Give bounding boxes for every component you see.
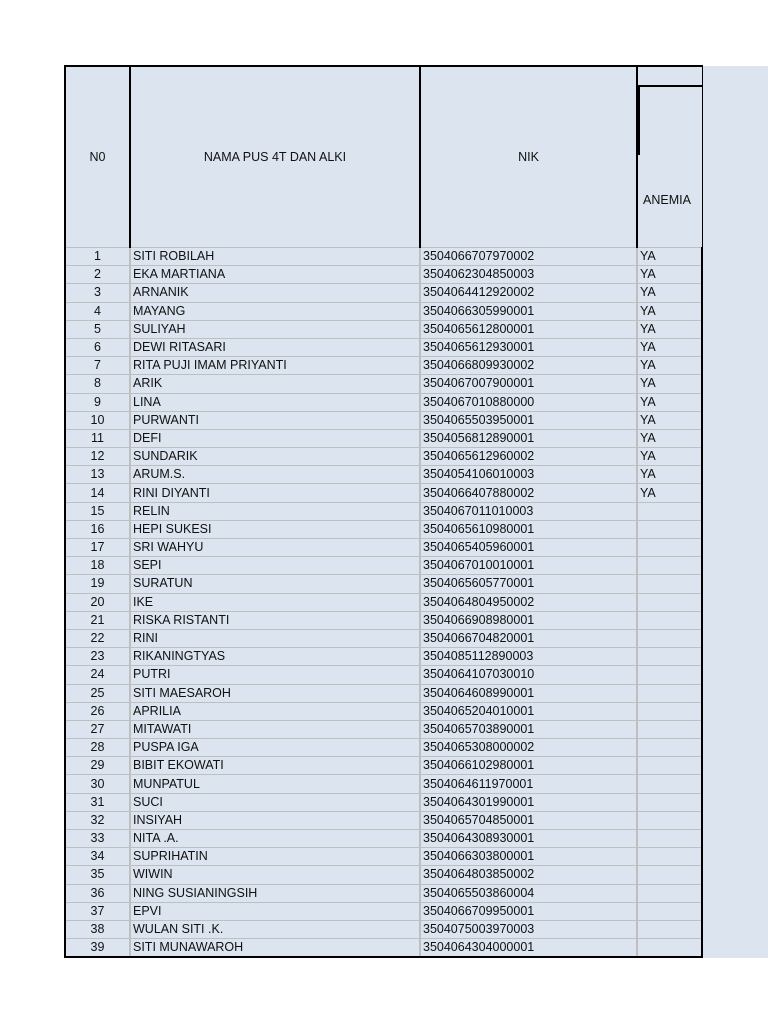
cell-no[interactable]: 15	[65, 502, 130, 520]
cell-anemia[interactable]	[637, 575, 702, 593]
cell-nama[interactable]: SRI WAHYU	[130, 539, 420, 557]
table-row	[65, 448, 702, 466]
table-row	[65, 720, 702, 738]
cell-anemia[interactable]: YA	[637, 393, 702, 411]
table-row	[65, 920, 702, 938]
cell-anemia[interactable]	[637, 520, 702, 538]
cell-no[interactable]: 14	[65, 484, 130, 502]
cell-nik[interactable]: 3504066709950001	[420, 902, 637, 920]
cell-nik[interactable]: 3504066303800001	[420, 848, 637, 866]
table-row	[65, 502, 702, 520]
cell-nama[interactable]: MUNPATUL	[130, 775, 420, 793]
cell-nama[interactable]: RIKANINGTYAS	[130, 648, 420, 666]
cell-no[interactable]: 32	[65, 811, 130, 829]
cell-nik[interactable]: 3504064301990001	[420, 793, 637, 811]
table-row	[65, 338, 702, 356]
table-row	[65, 266, 702, 284]
table-row	[65, 702, 702, 720]
cell-nik[interactable]: 3504062304850003	[420, 266, 637, 284]
cell-nama[interactable]: ARIK	[130, 375, 420, 393]
cell-nik[interactable]: 3504066908980001	[420, 611, 637, 629]
cell-nama[interactable]: RINI	[130, 629, 420, 647]
table-row	[65, 666, 702, 684]
cell-anemia[interactable]: YA	[637, 338, 702, 356]
cell-anemia[interactable]: YA	[637, 302, 702, 320]
cell-nik[interactable]: 3504064611970001	[420, 775, 637, 793]
cell-nik[interactable]: 3504075003970003	[420, 920, 637, 938]
cell-nik[interactable]: 3504065704850001	[420, 811, 637, 829]
cell-anemia[interactable]	[637, 866, 702, 884]
table-row	[65, 539, 702, 557]
cell-no[interactable]: 31	[65, 793, 130, 811]
cell-nik[interactable]: 3504064308930001	[420, 830, 637, 848]
table-row	[65, 484, 702, 502]
header-anemia: ANEMIA	[643, 193, 691, 207]
cell-nama[interactable]: PUTRI	[130, 666, 420, 684]
table-row	[65, 393, 702, 411]
cell-nama[interactable]: PURWANTI	[130, 411, 420, 429]
cell-no[interactable]: 27	[65, 720, 130, 738]
header-row	[65, 66, 702, 248]
cell-nik[interactable]: 3504065503860004	[420, 884, 637, 902]
table-row	[65, 593, 702, 611]
cell-nik[interactable]: 3504085112890003	[420, 648, 637, 666]
cell-no[interactable]: 39	[65, 939, 130, 958]
cell-nik[interactable]: 3504065605770001	[420, 575, 637, 593]
cell-no[interactable]: 24	[65, 666, 130, 684]
table-row	[65, 375, 702, 393]
table-row	[65, 357, 702, 375]
cell-nik[interactable]: 3504066305990001	[420, 302, 637, 320]
cell-no[interactable]: 3	[65, 284, 130, 302]
cell-nik[interactable]: 3504066809930002	[420, 357, 637, 375]
cell-anemia[interactable]	[637, 939, 702, 958]
cell-nik[interactable]: 3504054106010003	[420, 466, 637, 484]
cell-nama[interactable]: SUNDARIK	[130, 448, 420, 466]
cell-anemia[interactable]	[637, 775, 702, 793]
cell-nik[interactable]: 3504065405960001	[420, 539, 637, 557]
cell-anemia[interactable]	[637, 702, 702, 720]
cell-no[interactable]: 18	[65, 557, 130, 575]
cell-no[interactable]: 23	[65, 648, 130, 666]
cell-anemia[interactable]: YA	[637, 266, 702, 284]
cell-nama[interactable]: SUCI	[130, 793, 420, 811]
cell-anemia[interactable]	[637, 793, 702, 811]
cell-no[interactable]: 4	[65, 302, 130, 320]
cell-no[interactable]: 7	[65, 357, 130, 375]
cell-anemia[interactable]	[637, 757, 702, 775]
cell-no[interactable]: 19	[65, 575, 130, 593]
cell-no[interactable]: 13	[65, 466, 130, 484]
cell-nik[interactable]: 3504064803850002	[420, 866, 637, 884]
cell-nama[interactable]: SITI MUNAWAROH	[130, 939, 420, 958]
header-nama: NAMA PUS 4T DAN ALKI	[130, 66, 420, 248]
pus-data-table	[64, 65, 703, 958]
cell-nama[interactable]: SULIYAH	[130, 320, 420, 338]
cell-nik[interactable]: 3504067010880000	[420, 393, 637, 411]
table-row	[65, 684, 702, 702]
table-row	[65, 575, 702, 593]
cell-nik[interactable]: 3504064107030010	[420, 666, 637, 684]
cell-no[interactable]: 8	[65, 375, 130, 393]
cell-nama[interactable]: RELIN	[130, 502, 420, 520]
table-row	[65, 411, 702, 429]
table-row	[65, 884, 702, 902]
cell-nama[interactable]: HEPI SUKESI	[130, 520, 420, 538]
cell-nama[interactable]: RINI DIYANTI	[130, 484, 420, 502]
table-row	[65, 611, 702, 629]
cell-nama[interactable]: SURATUN	[130, 575, 420, 593]
cell-anemia[interactable]	[637, 902, 702, 920]
cell-no[interactable]: 17	[65, 539, 130, 557]
cell-nama[interactable]: ARUM.S.	[130, 466, 420, 484]
cell-no[interactable]: 20	[65, 593, 130, 611]
cell-nik[interactable]: 3504067007900001	[420, 375, 637, 393]
table-row	[65, 793, 702, 811]
cell-no[interactable]: 11	[65, 429, 130, 447]
cell-anemia[interactable]	[637, 848, 702, 866]
table-row	[65, 629, 702, 647]
cell-anemia[interactable]: YA	[637, 284, 702, 302]
cell-anemia[interactable]	[637, 557, 702, 575]
cell-nama[interactable]: WULAN SITI .K.	[130, 920, 420, 938]
table-row	[65, 284, 702, 302]
cell-anemia[interactable]	[637, 739, 702, 757]
table-row	[65, 811, 702, 829]
cell-nama[interactable]: DEWI RITASARI	[130, 338, 420, 356]
cell-nama[interactable]: SEPI	[130, 557, 420, 575]
cell-nik[interactable]: 3504065610980001	[420, 520, 637, 538]
table-row	[65, 648, 702, 666]
cell-nama[interactable]: NITA .A.	[130, 830, 420, 848]
cell-anemia[interactable]	[637, 648, 702, 666]
cell-anemia[interactable]: YA	[637, 320, 702, 338]
cell-nik[interactable]: 3504064412920002	[420, 284, 637, 302]
table-row	[65, 302, 702, 320]
table-body	[65, 248, 702, 958]
header-anemia-top-band	[638, 67, 702, 87]
header-no: N0	[65, 66, 130, 248]
header-anemia-cell	[637, 66, 702, 248]
cell-nama[interactable]: BIBIT EKOWATI	[130, 757, 420, 775]
cell-nama[interactable]: IKE	[130, 593, 420, 611]
cell-nama[interactable]: APRILIA	[130, 702, 420, 720]
cell-no[interactable]: 28	[65, 739, 130, 757]
table-row	[65, 902, 702, 920]
data-table-container	[64, 65, 701, 958]
cell-nik[interactable]: 3504067010010001	[420, 557, 637, 575]
table-row	[65, 557, 702, 575]
cell-anemia[interactable]	[637, 502, 702, 520]
cell-no[interactable]: 38	[65, 920, 130, 938]
cell-nik[interactable]: 3504066102980001	[420, 757, 637, 775]
cell-anemia[interactable]	[637, 629, 702, 647]
cell-no[interactable]: 25	[65, 684, 130, 702]
cell-nik[interactable]: 3504064304000001	[420, 939, 637, 958]
table-row	[65, 429, 702, 447]
cell-nik[interactable]: 3504066407880002	[420, 484, 637, 502]
cell-nama[interactable]: SUPRIHATIN	[130, 848, 420, 866]
cell-anemia[interactable]	[637, 830, 702, 848]
cell-nama[interactable]: PUSPA IGA	[130, 739, 420, 757]
cell-nama[interactable]: SITI ROBILAH	[130, 248, 420, 266]
cell-anemia[interactable]	[637, 666, 702, 684]
cell-anemia[interactable]	[637, 920, 702, 938]
cell-no[interactable]: 37	[65, 902, 130, 920]
cell-nama[interactable]: EKA MARTIANA	[130, 266, 420, 284]
cell-anemia[interactable]	[637, 884, 702, 902]
table-row	[65, 939, 702, 958]
cell-nik[interactable]: 3504065612930001	[420, 338, 637, 356]
cell-nama[interactable]: LINA	[130, 393, 420, 411]
cell-no[interactable]: 35	[65, 866, 130, 884]
cell-no[interactable]: 10	[65, 411, 130, 429]
cell-nama[interactable]: DEFI	[130, 429, 420, 447]
cell-no[interactable]: 9	[65, 393, 130, 411]
cell-anemia[interactable]	[637, 611, 702, 629]
cell-anemia[interactable]: YA	[637, 429, 702, 447]
cell-anemia[interactable]	[637, 811, 702, 829]
cell-anemia[interactable]: YA	[637, 448, 702, 466]
cell-no[interactable]: 21	[65, 611, 130, 629]
cell-nik[interactable]: 3504065503950001	[420, 411, 637, 429]
cell-anemia[interactable]	[637, 593, 702, 611]
header-anemia-mid-band	[638, 87, 702, 155]
table-header	[65, 66, 702, 248]
cell-no[interactable]: 22	[65, 629, 130, 647]
cell-nik[interactable]: 3504065703890001	[420, 720, 637, 738]
cell-anemia[interactable]: YA	[637, 357, 702, 375]
cell-nama[interactable]: RISKA RISTANTI	[130, 611, 420, 629]
cell-nik[interactable]: 3504065612960002	[420, 448, 637, 466]
cell-nik[interactable]: 3504066707970002	[420, 248, 637, 266]
cell-anemia[interactable]: YA	[637, 466, 702, 484]
cell-nik[interactable]: 3504065612800001	[420, 320, 637, 338]
table-row	[65, 830, 702, 848]
cell-nama[interactable]: WIWIN	[130, 866, 420, 884]
cell-nama[interactable]: INSIYAH	[130, 811, 420, 829]
cell-nama[interactable]: MAYANG	[130, 302, 420, 320]
table-row	[65, 466, 702, 484]
cell-no[interactable]: 26	[65, 702, 130, 720]
cell-no[interactable]: 6	[65, 338, 130, 356]
cell-nama[interactable]: MITAWATI	[130, 720, 420, 738]
cell-nik[interactable]: 3504064608990001	[420, 684, 637, 702]
table-row	[65, 866, 702, 884]
cell-nik[interactable]: 3504067011010003	[420, 502, 637, 520]
table-row	[65, 320, 702, 338]
cell-anemia[interactable]: YA	[637, 484, 702, 502]
cell-nama[interactable]: NING SUSIANINGSIH	[130, 884, 420, 902]
cell-anemia[interactable]	[637, 684, 702, 702]
table-row	[65, 248, 702, 266]
cell-nik[interactable]: 3504065204010001	[420, 702, 637, 720]
cell-anemia[interactable]	[637, 720, 702, 738]
cell-nik[interactable]: 3504065308000002	[420, 739, 637, 757]
cell-no[interactable]: 36	[65, 884, 130, 902]
cell-nik[interactable]: 3504056812890001	[420, 429, 637, 447]
table-row	[65, 739, 702, 757]
table-row	[65, 775, 702, 793]
table-row	[65, 520, 702, 538]
cell-anemia[interactable]	[637, 539, 702, 557]
table-row	[65, 848, 702, 866]
cell-no[interactable]: 12	[65, 448, 130, 466]
cell-no[interactable]: 29	[65, 757, 130, 775]
cell-nama[interactable]: RITA PUJI IMAM PRIYANTI	[130, 357, 420, 375]
cell-nama[interactable]: EPVI	[130, 902, 420, 920]
cell-nama[interactable]: ARNANIK	[130, 284, 420, 302]
cell-no[interactable]: 1	[65, 248, 130, 266]
cell-anemia[interactable]: YA	[637, 411, 702, 429]
cell-no[interactable]: 5	[65, 320, 130, 338]
cell-nik[interactable]: 3504064804950002	[420, 593, 637, 611]
cell-no[interactable]: 34	[65, 848, 130, 866]
cell-nama[interactable]: SITI MAESAROH	[130, 684, 420, 702]
cell-anemia[interactable]: YA	[637, 248, 702, 266]
table-row	[65, 757, 702, 775]
cell-nik[interactable]: 3504066704820001	[420, 629, 637, 647]
header-nik: NIK	[420, 66, 637, 248]
cell-no[interactable]: 2	[65, 266, 130, 284]
cell-no[interactable]: 33	[65, 830, 130, 848]
cell-anemia[interactable]: YA	[637, 375, 702, 393]
cell-no[interactable]: 16	[65, 520, 130, 538]
cell-no[interactable]: 30	[65, 775, 130, 793]
